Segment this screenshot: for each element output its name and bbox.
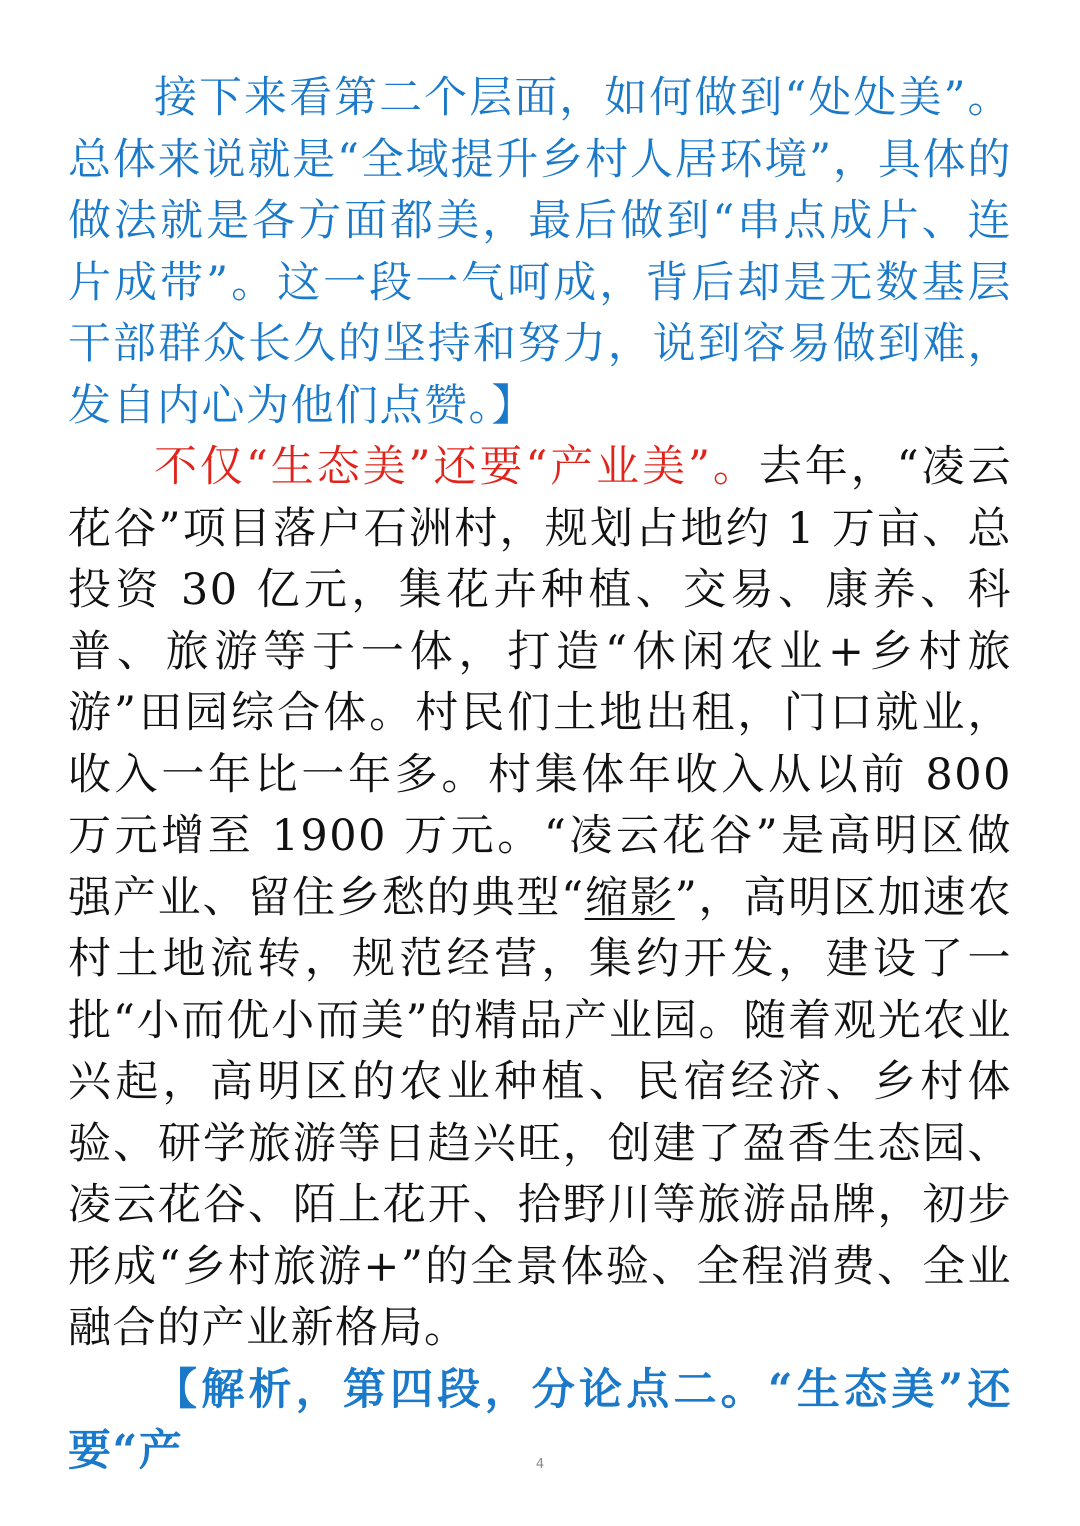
analysis-paragraph-blue: 接下来看第二个层面，如何做到“处处美”。总体来说就是“全域提升乡村人居环境”，具体的做法就是各方面都美，最后做到“串点成片、连片成带”。这一段一气呵成，背后却是无数基层干部群众长久的坚持和努力，说到容易做到难，发自内心为他们点赞。】 [68, 73, 1012, 431]
body-paragraph [68, 437, 1012, 1360]
page-number: 4 [535, 1457, 545, 1472]
document-body [68, 68, 1012, 1483]
underlined-word: 缩影 [584, 872, 675, 923]
red-heading-sentence: 不仅“生态美”还要“产业美”。 [154, 442, 759, 492]
body-text-part1: 去年，“凌云花谷”项目落户石洲村，规划占地约 1 万亩、总投资 30 亿元，集花卉种植、交易、康养、科普、旅游等于一体，打造“休闲农业+乡村旅游”田园综合体。村民们土地出租，门口就业，收入一年比一年多。村集体年收入从以前 800 万元增至 1900 万元。“凌云花谷”是高明区做强产业、留住乡愁的典型“ [68, 442, 1013, 923]
analysis-paragraph-bold: 【解析，第四段，分论点二。“生态美”还要“产 [68, 1364, 1012, 1476]
body-text-part2: ”，高明区加速农村土地流转，规范经营，集约开发，建设了一批“小而优小而美”的精品产业园。随着观光农业兴起，高明区的农业种植、民宿经济、乡村体验、研学旅游等日趋兴旺，创建了盈香生态园、凌云花谷、陌上花开、拾野川等旅游品牌，初步形成“乡村旅游+”的全景体验、全程消费、全业融合的产业新格局。 [68, 872, 1013, 1353]
